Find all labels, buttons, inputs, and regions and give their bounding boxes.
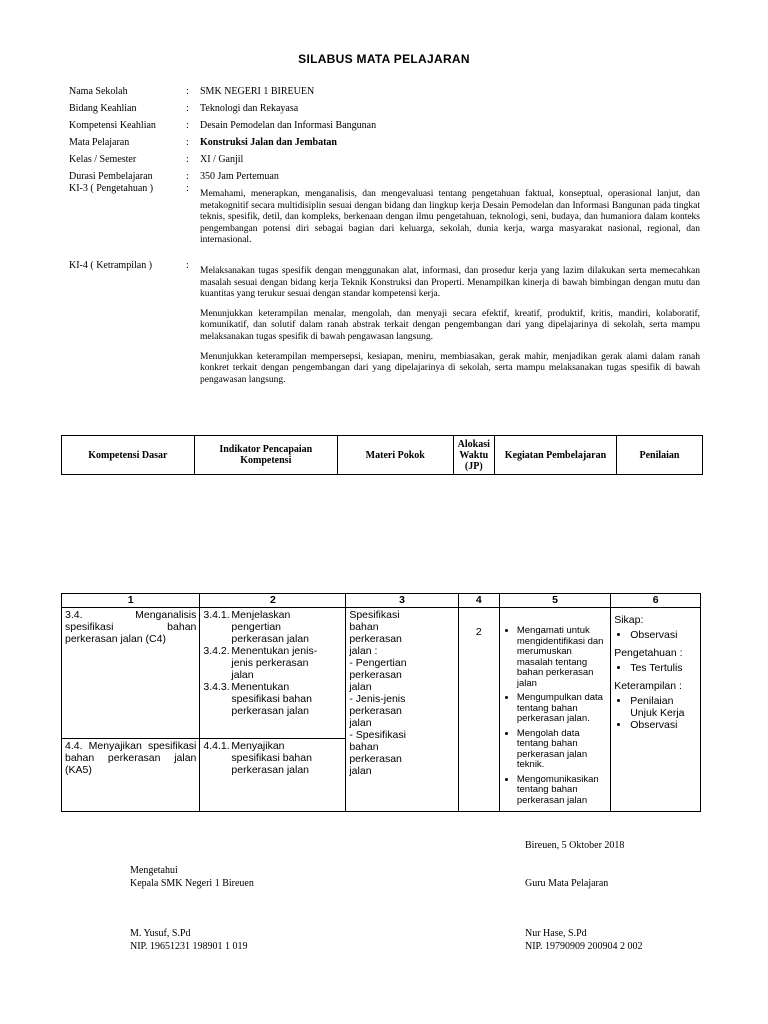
principal-name: M. Yusuf, S.Pd: [130, 928, 191, 939]
column-number: 5: [499, 594, 610, 608]
acknowledged-label: Mengetahui: [130, 865, 178, 876]
identity-value: XI / Ganjil: [200, 154, 244, 165]
identity-value: Teknologi dan Rekayasa: [200, 103, 299, 114]
kegiatan-cell: [499, 608, 610, 812]
indikator-number: 3.4.1.: [203, 609, 230, 621]
penilaian-cell: [611, 608, 701, 812]
penilaian-sikap-label: Sikap:: [614, 614, 644, 626]
indikator-text: Menyajikan spesifikasi bahan perkerasan jalan: [231, 740, 312, 776]
column-number-row: [62, 594, 701, 608]
identity-colon: :: [186, 86, 189, 97]
identity-label: Kompetensi Keahlian: [69, 120, 156, 131]
syllabus-content-table: [61, 593, 701, 812]
document-title: SILABUS MATA PELAJARAN: [298, 52, 470, 66]
penilaian-pengetahuan-label: Pengetahuan :: [614, 647, 683, 659]
identity-colon: :: [186, 120, 189, 131]
column-number: 4: [458, 594, 499, 608]
penilaian-keterampilan-label: Keterampilan :: [614, 680, 682, 692]
header-materi-pokok: Materi Pokok: [337, 436, 453, 475]
indikator-item: [203, 609, 342, 645]
header-alokasi-waktu: Alokasi Waktu (JP): [453, 436, 494, 475]
header-kegiatan: Kegiatan Pembelajaran: [494, 436, 616, 475]
ki4-paragraph: Menunjukkan keterampilan mempersepsi, kesiapan, meniru, membiasakan, gerak mahir, menjadikan gerak alami dalam ranah konkret terkait dengan pengembangan dari yang dipelajarinya di sekolah, serta mampu melaksanakan tugas spesifik di bawah pengawasan langsung.: [200, 351, 700, 385]
header-indikator: Indikator Pencapaian Kompetensi: [194, 436, 337, 475]
indikator-text: Menentukan spesifikasi bahan perkerasan jalan: [231, 681, 312, 717]
table-row: [62, 608, 701, 739]
penilaian-item: • Observasi: [630, 629, 697, 641]
kd-cell: 3.4. Menganalisis spesifikasi bahan perkerasan jalan (C4): [62, 608, 200, 739]
alokasi-cell: 2: [458, 608, 499, 812]
materi-item: - Spesifikasi bahan perkerasan jalan: [349, 729, 406, 777]
principal-title: Kepala SMK Negeri 1 Bireuen: [130, 878, 254, 889]
identity-colon: :: [186, 183, 189, 194]
identity-colon: :: [186, 103, 189, 114]
header-penilaian: Penilaian: [617, 436, 703, 475]
ki4-text: [200, 266, 700, 394]
identity-label: Nama Sekolah: [69, 86, 128, 97]
indikator-item: [203, 740, 342, 776]
indikator-text: Menjelaskan pengertian perkerasan jalan: [231, 609, 310, 645]
indikator-number: 3.4.3.: [203, 681, 230, 693]
indikator-text: Menentukan jenis-jenis perkerasan jalan: [231, 645, 318, 681]
identity-value: 350 Jam Pertemuan: [200, 171, 279, 182]
ki3-label: KI-3 ( Pengetahuan ): [69, 183, 154, 194]
identity-colon: :: [186, 260, 189, 271]
place-date: Bireuen, 5 Oktober 2018: [525, 840, 625, 851]
kd-cell: 4.4. Menyajikan spesifikasi bahan perkerasan jalan (KA5): [62, 739, 200, 812]
ki4-label: KI-4 ( Ketrampilan ): [69, 260, 153, 271]
principal-nip: NIP. 19651231 198901 1 019: [130, 941, 248, 952]
ki4-paragraph: Menunjukkan keterampilan menalar, mengolah, dan menyaji secara efektif, kreatif, produktif, kritis, mandiri, kolaboratif, komunikatif, dan solutif dalam ranah abstrak terkait dengan pengembangan dari yang dipelajarinya di sekolah, serta mampu melaksanakan tugas spesifik di bawah pengawasan langsung.: [200, 308, 700, 342]
identity-value: SMK NEGERI 1 BIREUEN: [200, 86, 315, 97]
indikator-item: [203, 645, 342, 681]
indikator-cell: [200, 608, 346, 739]
materi-intro: Spesifikasi bahan perkerasan jalan :: [349, 609, 402, 657]
penilaian-item: • Observasi: [630, 719, 697, 731]
identity-colon: :: [186, 137, 189, 148]
kegiatan-item: • Mengomunikasikan tentang bahan perkerasan jalan: [517, 775, 607, 807]
identity-label: Mata Pelajaran: [69, 137, 130, 148]
identity-value: Konstruksi Jalan dan Jembatan: [200, 137, 337, 148]
teacher-nip: NIP. 19790909 200904 2 002: [525, 941, 643, 952]
indikator-number: 3.4.2.: [203, 645, 230, 657]
teacher-title: Guru Mata Pelajaran: [525, 878, 609, 889]
identity-colon: :: [186, 171, 189, 182]
identity-colon: :: [186, 154, 189, 165]
materi-item: - Pengertian perkerasan jalan: [349, 657, 407, 693]
identity-value: Desain Pemodelan dan Informasi Bangunan: [200, 120, 377, 131]
header-kompetensi-dasar: Kompetensi Dasar: [62, 436, 195, 475]
materi-cell: [346, 608, 458, 812]
identity-label: Bidang Keahlian: [69, 103, 137, 114]
identity-label: Kelas / Semester: [69, 154, 137, 165]
penilaian-item: • Penilaian Unjuk Kerja: [630, 695, 697, 719]
kegiatan-item: • Mengamati untuk mengidentifikasi dan merumuskan masalah tentang bahan perkerasan jalan: [517, 626, 607, 689]
column-number: 3: [346, 594, 458, 608]
column-number: 2: [200, 594, 346, 608]
indikator-item: [203, 681, 342, 717]
identity-label: Durasi Pembelajaran: [69, 171, 153, 182]
ki3-text: Memahami, menerapkan, menganalisis, dan mengevaluasi tentang pengetahuan faktual, konseptual, operasional lanjut, dan metakognitif secara multidisiplin sesuai dengan bidang dan lingkup kerja Desain Pemodelan dan Informasi Bangunan pada tingkat teknis, spesifik, detil, dan kompleks, berkenaan dengan ilmu pengetahuan, teknologi, seni, budaya, dan humaniora dalam konteks pengembangan potensi diri sebagai bagian dari keluarga, sekolah, dunia kerja, warga masyarakat nasional, regional, dan internasional.: [200, 189, 700, 246]
materi-item: - Jenis-jenis perkerasan jalan: [349, 693, 406, 729]
column-number: 6: [611, 594, 701, 608]
ki4-paragraph: Melaksanakan tugas spesifik dengan menggunakan alat, informasi, dan prosedur kerja yang lazim dilakukan serta memecahkan masalah sesuai dengan bidang kerja Teknik Konstruksi dan Properti. Menampilkan kinerja di bawah bimbingan dengan mutu dan kuantitas yang terukur sesuai dengan standar kompetensi kerja.: [200, 266, 700, 300]
syllabus-header-table: [61, 435, 703, 475]
kegiatan-item: • Mengumpulkan data tentang bahan perkerasan jalan.: [517, 693, 607, 725]
indikator-number: 4.4.1.: [203, 740, 230, 752]
column-number: 1: [62, 594, 200, 608]
teacher-name: Nur Hase, S.Pd: [525, 928, 587, 939]
kegiatan-item: • Mengolah data tentang bahan perkerasan jalan teknik.: [517, 729, 607, 771]
penilaian-item: • Tes Tertulis: [630, 662, 697, 674]
indikator-cell: [200, 739, 346, 812]
